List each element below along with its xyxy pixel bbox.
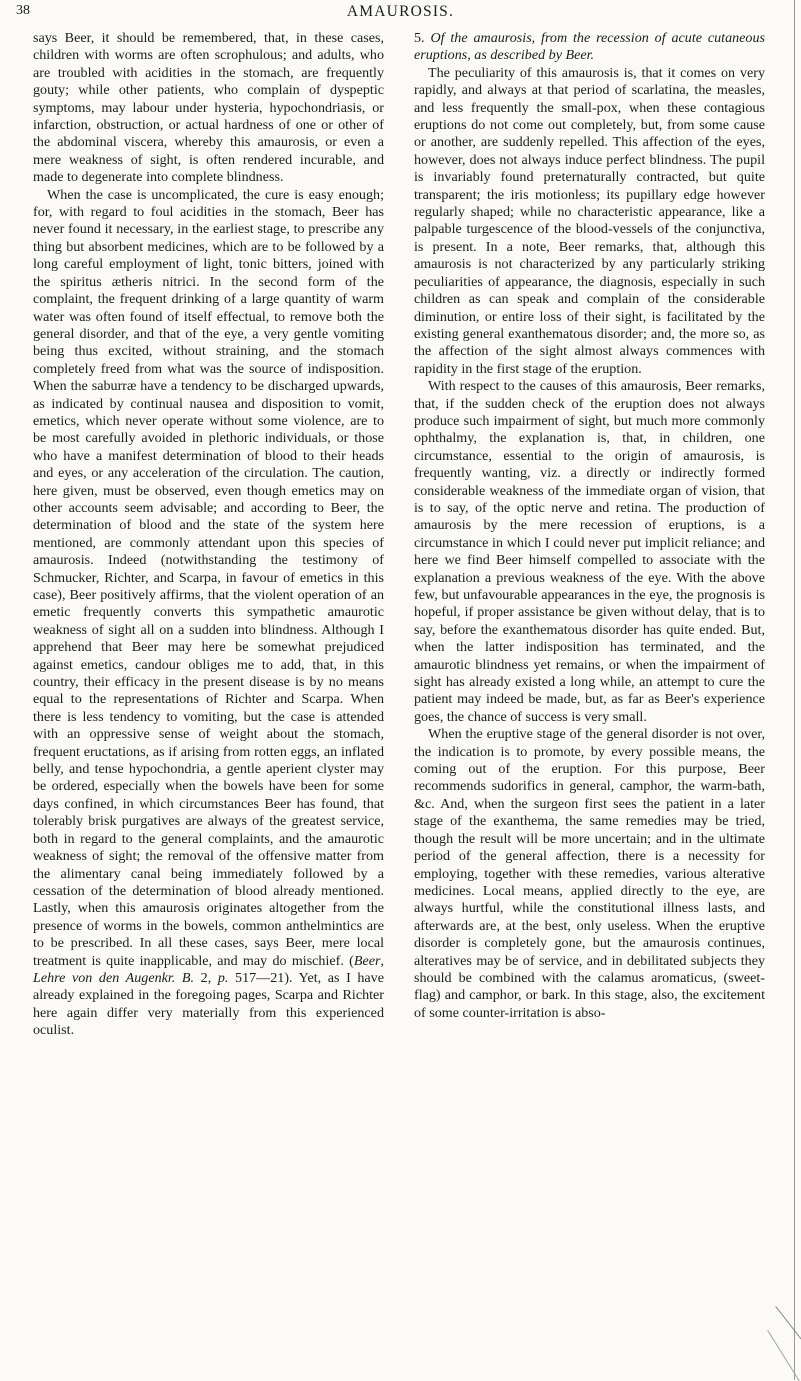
citation-open: (	[349, 952, 354, 969]
left-paragraph-2	[33, 187, 384, 1040]
right-paragraph-1: The peculiarity of this amaurosis is, that it comes on very rapidly, and always at that period of scarlatina, the measles, and less frequently the small-pox, when these contagious eruptions do not come out completely, but, from some cause or another, are suddenly repelled. This affection of the eyes, however, does not always induce perfect blindness. The pupil is invariably found preternaturally contracted, but quite transparent; the iris motionless; its pupillary edge however regularly shaped; while no characteristic appearance, like a palpable turgescence of the blood-vessels of the conjunctiva, is present. In a note, Beer remarks, that, although this amaurosis is not characterized by any particularly striking peculiarities of appearance, the diagnosis, especially in such children as can speak and complain of the considerable diminution, or entire loss of their sight, is facilitated by the existing general exanthematous disorder; and, the more so, as the affection of the sight almost always commences with rapidity in the first stage of the eruption.	[414, 64, 765, 377]
left-paragraph-2-text: When the case is uncomplicated, the cure is easy enough; for, with regard to foul acidities in the stomach, Beer has never found it necessary, in the earliest stage, to prescribe any thing but absorbent medicines, which are to be followed by a long careful employment of light, tonic bitters, joined with the spiritus ætheris nitrici. In the second form of the complaint, the frequent drinking of a large quantity of warm water was often found of itself effectual, to remove both the general disorder, and that of the eye, a very gentle vomiting being thus excited, without straining, and the stomach completely freed from what was the source of indisposition. When the saburræ have a tendency to be discharged upwards, as indicated by continual nausea and disposition to vomit, emetics, which never operate without some violence, are to be most carefully avoided in plethoric individuals, or those who have a manifest determination of blood to their heads and eyes, or any acceleration of the circulation. The caution, here given, must be observed, even though emetics may on other accounts seem advisable; and according to Beer, the determination of blood and the state of the system here mentioned, are commonly attendant upon this species of amaurosis. Indeed (notwithstanding the testimony of Schmucker, Richter, and Scarpa, in favour of emetics in this case), Beer positively affirms, that the violent operation of an emetic frequently converts this sympathetic amaurotic weakness of sight all on a sudden into blindness. Although I apprehend that Beer may here be somewhat prejudiced against emetics, candour obliges me to add, that, in this country, their efficacy in the present disease is by no means equal to the representations of Richter and Scarpa. When there is less tendency to vomiting, but the case is attended with an oppressive sense of weight about the stomach, frequent eructations, as if arising from rotten eggs, an inflated belly, and tense hypochondria, a gentle aperient clyster may be ordered, especially when the bowels have been for some days confined, in which circumstances Beer has found, that tolerably brisk purgatives are always of the greatest service, both in regard to the general complaints, and the amaurotic weakness of sight; the removal of the offensive matter from the alimentary canal being immediately followed by a cessation of the determination of blood already mentioned. Lastly, when this amaurosis originates altogether from the presence of worms in the bowels, common anthelmintics are to be prescribed. In all these cases, says Beer, mere local treatment is quite inapplicable, and may do mischief.	[33, 186, 384, 969]
right-column	[414, 30, 765, 1022]
citation-page-label: p.	[217, 969, 229, 986]
citation-pages: 517—21).	[228, 969, 293, 986]
section-heading	[414, 30, 765, 65]
citation-work: Lehre von den Augenkr. B.	[33, 969, 195, 986]
citation-comma: ,	[380, 952, 384, 969]
citation-author: Beer	[353, 952, 381, 969]
right-paragraph-3: When the eruptive stage of the general disorder is not over, the indication is to promote, by every possible means, the coming out of the eruption. For this purpose, Beer recommends sudorifics in general, camphor, the warm-bath, &c. And, when the surgeon first sees the patient in a later stage of the exanthema, the same remedies may be tried, though the result will be more uncertain; and in the ultimate period of the general affection, there is a necessity for employing, together with these remedies, various alterative medicines. Local means, applied directly to the eye, are always hurtful, while the constitutional illness lasts, and afterwards are, at the best, only useless. When the eruptive disorder is completely gone, but the amaurosis continues, alteratives may be of service, and in debilitated subjects they should be combined with the calamus aromaticus, (sweet-flag) and camphor, or bark. In this stage, also, the excitement of some counter-irritation is abso-	[414, 726, 765, 1021]
left-paragraph-3: Yet, as I have already explained in the foregoing pages, Scarpa and Richter here again differ very materially from this experienced oculist.	[33, 969, 384, 1039]
left-paragraph-1: says Beer, it should be remembered, that, in these cases, children with worms are often scrophulous; and adults, who are troubled with acidities in the stomach, are frequently gouty; while other patients, who complain of dyspeptic symptoms, may labour under hysteria, hypochondriasis, or infarction, obstruction, or actual hardness of one or other of the abdominal viscera, whereby this amaurosis, or even a mere weakness of sight, is often rendered incurable, and made to degenerate into complete blindness.	[33, 30, 384, 186]
running-title: AMAUROSIS.	[346, 3, 455, 20]
page-number: 38	[16, 3, 30, 18]
citation-volume: 2,	[194, 969, 218, 986]
left-column	[33, 30, 384, 1040]
right-paragraph-2: With respect to the causes of this amaurosis, Beer remarks, that, if the sudden check of the eruption does not always produce such impairment of sight, but much more commonly ophthalmy, the explanation is, that, in children, one circumstance, essential to the origin of amaurosis, is frequently wanting, viz. a directly or indirectly formed considerable weakness of the immediate organ of vision, that is to say, of the optic nerve and retina. The production of amaurosis by the mere recession of eruptions, is a circumstance in which I could never put implicit reliance; and here we find Beer himself compelled to associate with the explanation a previous weakness of the eye. With the above few, but unfavourable appearances in the eye, the prognosis is hopeful, if proper assistance be given without delay, that is to say, before the exanthematous disorder has quite ended. But, when the latter indisposition has terminated, and the amaurotic blindness yet remains, or when the impairment of sight has already existed a long while, an attempt to cure the patient may indeed be made, but, as far as Beer's experience goes, the chance of success is very small.	[414, 378, 765, 725]
page-edge-line	[794, 0, 795, 1380]
corner-mark	[775, 1306, 801, 1378]
section-number: 5.	[414, 30, 425, 46]
section-title: Of the amaurosis, from the recession of acute cutaneous eruptions, as described by Beer.	[414, 30, 765, 64]
